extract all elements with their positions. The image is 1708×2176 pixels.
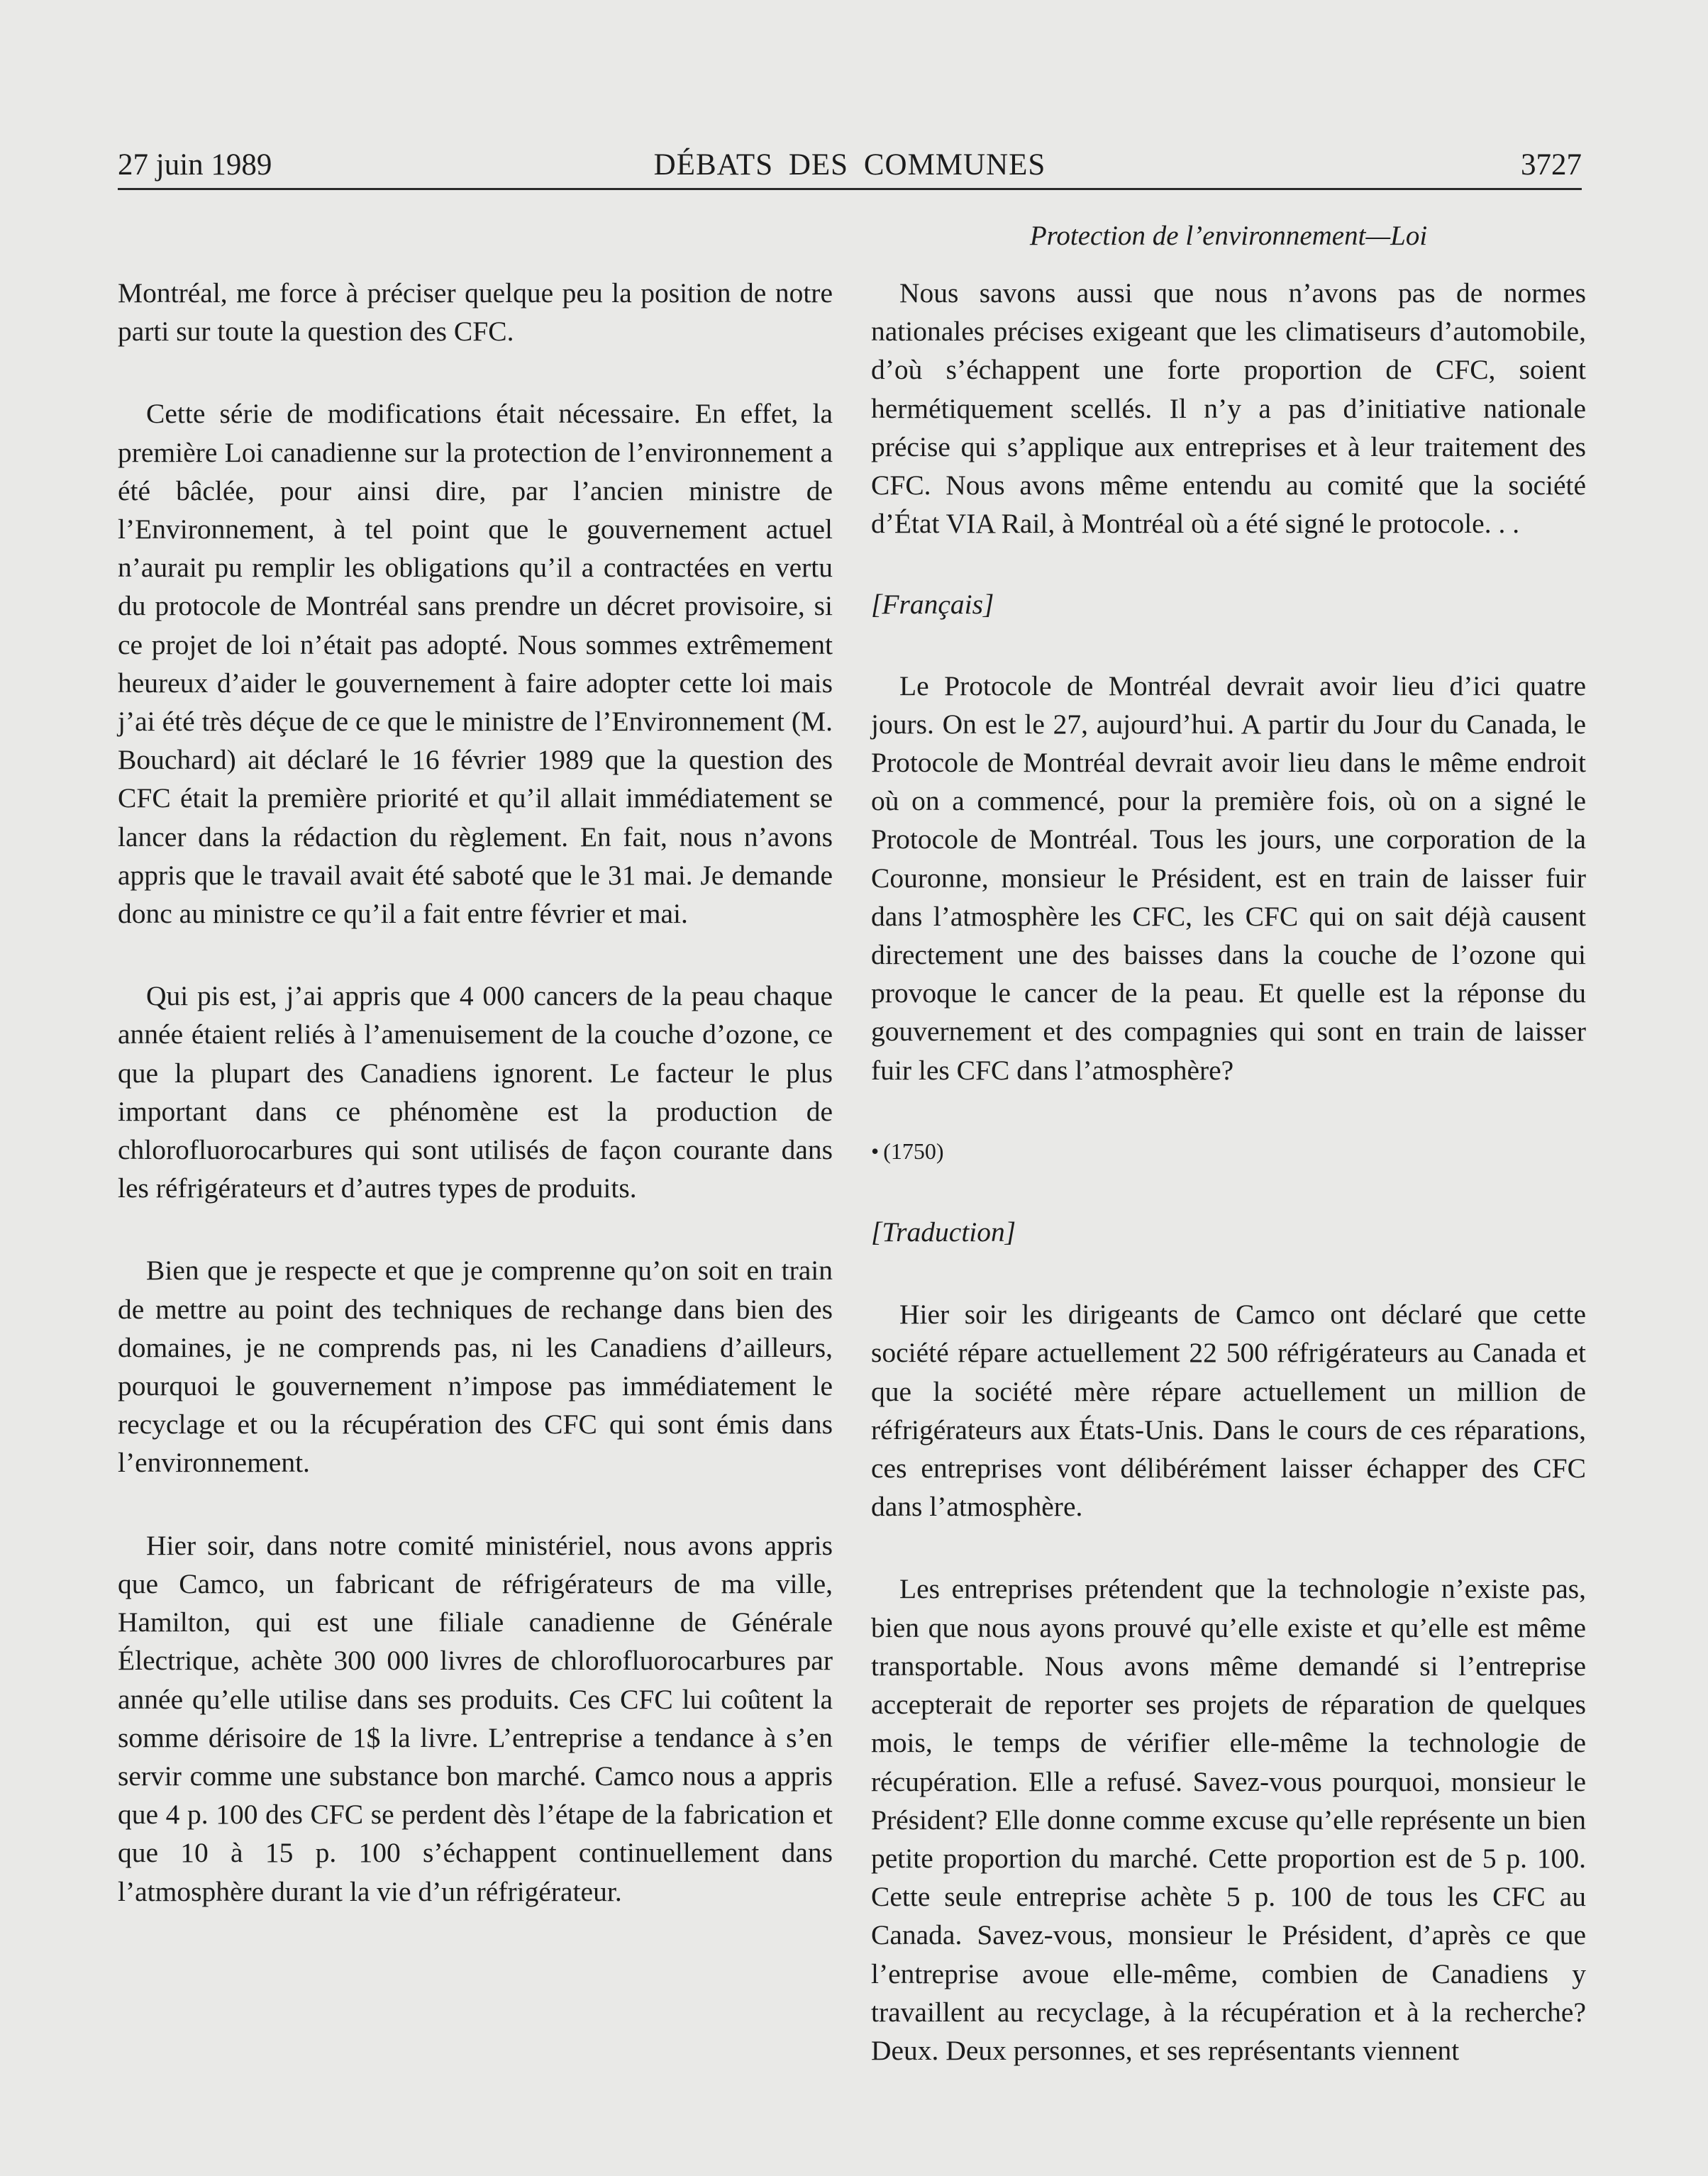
header-rule <box>118 188 1582 190</box>
right-paragraph-2: Le Protocole de Montréal devrait avoir lieu d’ici quatre jours. On est le 27, aujourd’hui. A partir du Jour du Canada, le Protocole de Montréal devrait avoir lieu dans le même endroit où on a commencé, pour la première fois, où on a signé le Protocole de Montréal. Tous les jours, une corporation de la Couronne, monsieur le Président, est en train de laisser fuir dans l’atmosphère les CFC, les CFC qui on sait déjà causent directement une des baisses dans la couche de l’ozone qui provoque le cancer de la peau. Et quelle est la réponse du gouvernement et des compagnies qui sont en train de laisser fuir les CFC dans l’atmosphère? <box>871 670 1586 1086</box>
header-title: DÉBATS DES COMMUNES <box>653 148 1046 182</box>
bullet-icon: • <box>871 1138 880 1164</box>
right-paragraph-4: Les entreprises prétendent que la technologie n’existe pas, bien que nous ayons prouvé qu’elle existe et qu’elle est même transportable. Nous avons même demandé si l’entreprise accepterait de reporter ses projets de réparation de quelques mois, le temps de vérifier elle-même la technologie de récupération. Elle a refusé. Savez-vous pourquoi, monsieur le Président? Elle donne comme excuse qu’elle représente un bien petite proportion du marché. Cette proportion est de 5 p. 100. Cette seule entreprise achète 5 p. 100 de tous les CFC au Canada. Savez-vous, monsieur le Président, d’après ce que l’entreprise avoue elle-même, combien de Canadiens y travaillent au recyclage, à la récupération et à la recherche? Deux. Deux personnes, et ses représentants viennent <box>871 1573 1586 2066</box>
header-date: 27 juin 1989 <box>118 148 272 182</box>
header-page-number: 3727 <box>1521 148 1582 182</box>
running-head: Protection de l’environnement—Loi <box>1029 221 1428 251</box>
right-column <box>871 274 1586 2070</box>
left-paragraph-3: Qui pis est, j’ai appris que 4 000 cancers de la peau chaque année étaient reliés à l’amenuisement de la couche d’ozone, ce que la plupart des Canadiens ignorent. Le facteur le plus important dans ce phénomène est la production de chlorofluorocarbures qui sont utilisés de façon courante dans les réfrigérateurs et d’autres types de produits. <box>118 980 833 1204</box>
language-marker-francais: [Français] <box>871 589 994 621</box>
left-column <box>118 274 833 1911</box>
left-paragraph-1: Montréal, me force à préciser quelque peu la position de notre parti sur toute la question des CFC. <box>118 277 833 348</box>
right-paragraph-1: Nous savons aussi que nous n’avons pas de normes nationales précises exigeant que les climatiseurs d’automobile, d’où s’échappent une forte proportion de CFC, soient hermétiquement scellés. Il n’y a pas d’initiative nationale précise qui s’applique aux entreprises et à leur traitement des CFC. Nous avons même entendu au comité que la société d’État VIA Rail, à Montréal où a été signé le protocole. . . <box>871 277 1586 540</box>
timestamp-value: (1750) <box>883 1138 944 1164</box>
right-paragraph-3: Hier soir les dirigeants de Camco ont déclaré que cette société répare actuellement 22 500 réfrigérateurs au Canada et que la société mère répare actuellement un million de réfrigérateurs aux États-Unis. Dans le cours de ces réparations, ces entreprises vont délibérément laisser échapper des CFC dans l’atmosphère. <box>871 1299 1586 1523</box>
language-marker-traduction: [Traduction] <box>871 1216 1016 1248</box>
left-paragraph-2: Cette série de modifications était nécessaire. En effet, la première Loi canadienne sur la protection de l’environnement a été bâclée, pour ainsi dire, par l’ancien ministre de l’Environnement, à tel point que le gouvernement actuel n’aurait pu remplir les obligations qu’il a contractées en vertu du protocole de Montréal sans prendre un décret provisoire, si ce projet de loi n’était pas adopté. Nous sommes extrêmement heureux d’aider le gouvernement à faire adopter cette loi mais j’ai été très déçue de ce que le ministre de l’Environnement (M. Bouchard) ait déclaré le 16 février 1989 que la question des CFC était la première priorité et qu’il allait immédiatement se lancer dans la rédaction du règlement. En fait, nous n’avons appris que le travail avait été saboté que le 31 mai. Je demande donc au ministre ce qu’il a fait entre février et mai. <box>118 398 833 930</box>
left-paragraph-5: Hier soir, dans notre comité ministériel, nous avons appris que Camco, un fabricant de réfrigérateurs de ma ville, Hamilton, qui est une filiale canadienne de Générale Électrique, achète 300 000 livres de chlorofluorocarbures par année qu’elle utilise dans ses produits. Ces CFC lui coûtent la somme dérisoire de 1$ la livre. L’entreprise a tendance à s’en servir comme une substance bon marché. Camco nous a appris que 4 p. 100 des CFC se perdent dès l’étape de la fabrication et que 10 à 15 p. 100 s’échappent continuellement dans l’atmosphère durant la vie d’un réfrigérateur. <box>118 1529 833 1907</box>
timestamp-marker <box>871 1132 1586 1170</box>
left-paragraph-4: Bien que je respecte et que je comprenne qu’on soit en train de mettre au point des techniques de rechange dans bien des domaines, je ne comprends pas, ni les Canadiens d’ailleurs, pourquoi le gouvernement n’impose pas immédiatement le recyclage et ou la récupération des CFC qui sont émis dans l’environnement. <box>118 1255 833 1479</box>
page-header <box>118 148 1582 187</box>
